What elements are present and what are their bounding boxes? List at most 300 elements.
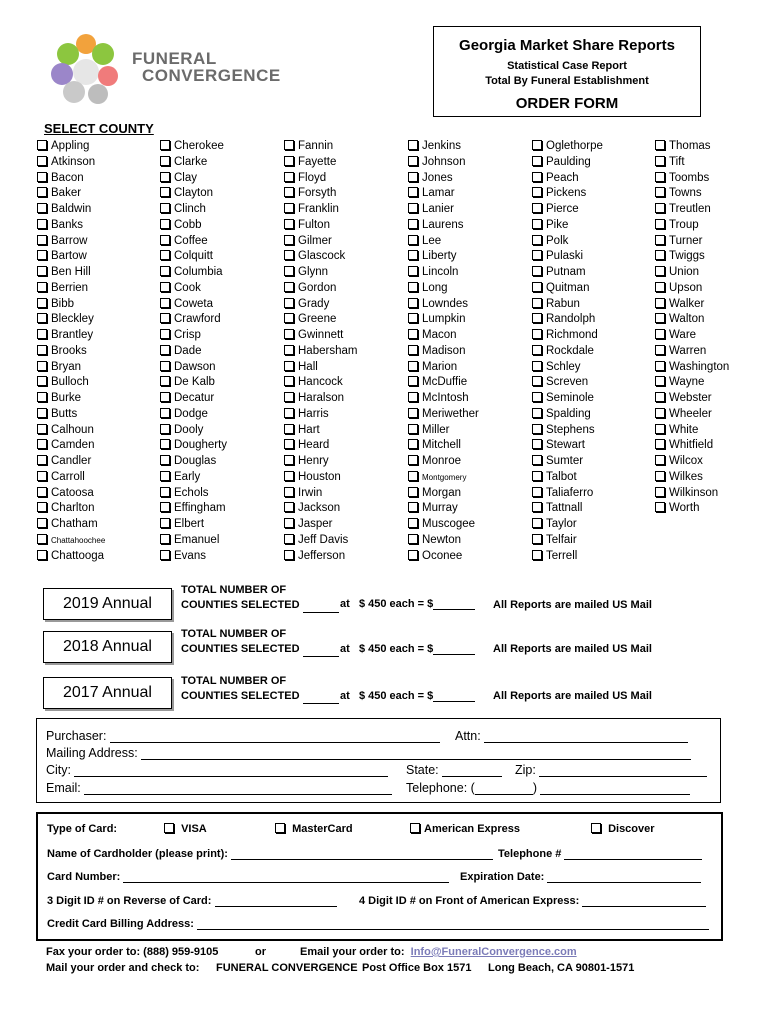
county-checkbox[interactable] [408,376,418,386]
county-checkbox[interactable] [655,424,665,434]
county-item[interactable] [408,218,479,234]
county-item[interactable] [408,139,479,155]
cardholder-field[interactable] [231,847,493,860]
county-checkbox[interactable] [284,235,294,245]
amex-option[interactable] [410,823,520,835]
county-checkbox[interactable] [160,313,170,323]
county-item[interactable] [284,218,357,234]
county-item[interactable] [655,423,729,439]
county-checkbox[interactable] [655,329,665,339]
county-item[interactable] [284,281,357,297]
county-checkbox[interactable] [655,235,665,245]
telephone-field[interactable] [540,782,690,795]
county-item[interactable] [37,454,105,470]
county-checkbox[interactable] [160,455,170,465]
count-blank-2019[interactable] [303,601,339,613]
county-item[interactable] [408,202,479,218]
county-checkbox[interactable] [37,313,47,323]
county-checkbox[interactable] [160,329,170,339]
county-item[interactable] [160,533,227,549]
county-checkbox[interactable] [37,408,47,418]
county-checkbox[interactable] [408,345,418,355]
county-checkbox[interactable] [532,534,542,544]
county-item[interactable] [655,155,729,171]
county-checkbox[interactable] [655,455,665,465]
card-telephone-field[interactable] [564,847,702,860]
digit4-field[interactable] [582,894,706,907]
county-checkbox[interactable] [160,439,170,449]
county-item[interactable] [408,501,479,517]
county-checkbox[interactable] [408,156,418,166]
county-checkbox[interactable] [160,471,170,481]
county-item[interactable] [655,360,729,376]
county-item[interactable] [408,486,479,502]
amount-blank-2018[interactable] [433,643,475,655]
county-item[interactable] [160,375,227,391]
county-checkbox[interactable] [408,140,418,150]
county-checkbox[interactable] [532,455,542,465]
amount-blank-2019[interactable] [433,598,475,610]
county-checkbox[interactable] [532,172,542,182]
county-checkbox[interactable] [284,439,294,449]
county-item[interactable] [655,218,729,234]
county-checkbox[interactable] [655,250,665,260]
county-item[interactable] [532,234,603,250]
county-checkbox[interactable] [37,502,47,512]
county-item[interactable] [284,501,357,517]
county-item[interactable] [655,407,729,423]
county-checkbox[interactable] [408,408,418,418]
county-item[interactable] [284,423,357,439]
county-item[interactable] [408,312,479,328]
county-checkbox[interactable] [408,361,418,371]
county-item[interactable] [160,486,227,502]
county-item[interactable] [160,186,227,202]
county-checkbox[interactable] [160,534,170,544]
county-item[interactable] [532,501,603,517]
county-item[interactable] [532,438,603,454]
county-checkbox[interactable] [160,140,170,150]
county-checkbox[interactable] [532,282,542,292]
county-item[interactable] [532,344,603,360]
county-checkbox[interactable] [655,298,665,308]
amount-blank-2017[interactable] [433,690,475,702]
county-checkbox[interactable] [532,187,542,197]
county-checkbox[interactable] [37,534,47,544]
county-checkbox[interactable] [655,502,665,512]
purchaser-field[interactable] [110,730,440,743]
expiration-field[interactable] [547,870,701,883]
county-checkbox[interactable] [655,408,665,418]
county-checkbox[interactable] [655,313,665,323]
county-item[interactable] [284,454,357,470]
county-item[interactable] [37,328,105,344]
county-item[interactable] [408,249,479,265]
county-item[interactable] [532,312,603,328]
county-checkbox[interactable] [532,471,542,481]
county-item[interactable] [655,202,729,218]
amex-checkbox[interactable] [410,823,420,833]
county-item[interactable] [160,360,227,376]
county-checkbox[interactable] [284,313,294,323]
visa-checkbox[interactable] [164,823,174,833]
county-checkbox[interactable] [284,502,294,512]
county-item[interactable] [37,139,105,155]
email-field[interactable] [84,782,392,795]
county-checkbox[interactable] [284,408,294,418]
county-checkbox[interactable] [655,487,665,497]
billing-field[interactable] [197,917,709,930]
county-checkbox[interactable] [284,487,294,497]
county-checkbox[interactable] [655,266,665,276]
county-item[interactable] [532,281,603,297]
county-item[interactable] [408,533,479,549]
county-checkbox[interactable] [284,329,294,339]
zip-field[interactable] [539,764,707,777]
county-checkbox[interactable] [160,376,170,386]
county-checkbox[interactable] [408,172,418,182]
county-item[interactable] [160,344,227,360]
county-item[interactable] [284,470,357,486]
county-item[interactable] [532,533,603,549]
county-item[interactable] [655,171,729,187]
county-checkbox[interactable] [37,219,47,229]
county-item[interactable] [37,234,105,250]
county-checkbox[interactable] [532,408,542,418]
county-item[interactable] [655,328,729,344]
county-item[interactable] [532,218,603,234]
county-checkbox[interactable] [655,219,665,229]
county-item[interactable] [160,297,227,313]
county-item[interactable] [284,407,357,423]
county-checkbox[interactable] [408,455,418,465]
county-item[interactable] [655,501,729,517]
digit3-field[interactable] [215,894,337,907]
county-checkbox[interactable] [284,298,294,308]
county-item[interactable] [532,360,603,376]
county-item[interactable] [655,249,729,265]
county-item[interactable] [37,375,105,391]
county-item[interactable] [160,202,227,218]
county-checkbox[interactable] [37,487,47,497]
county-item[interactable] [655,438,729,454]
county-checkbox[interactable] [284,187,294,197]
county-checkbox[interactable] [160,392,170,402]
county-item[interactable] [160,501,227,517]
county-checkbox[interactable] [37,156,47,166]
county-item[interactable] [532,202,603,218]
county-item[interactable] [284,438,357,454]
county-checkbox[interactable] [284,203,294,213]
county-checkbox[interactable] [284,392,294,402]
county-checkbox[interactable] [408,329,418,339]
county-checkbox[interactable] [532,487,542,497]
county-item[interactable] [37,344,105,360]
county-checkbox[interactable] [37,376,47,386]
county-item[interactable] [655,344,729,360]
county-item[interactable] [160,438,227,454]
county-checkbox[interactable] [408,518,418,528]
county-item[interactable] [532,391,603,407]
county-item[interactable] [160,234,227,250]
county-item[interactable] [408,438,479,454]
county-checkbox[interactable] [408,250,418,260]
county-checkbox[interactable] [655,471,665,481]
county-checkbox[interactable] [37,235,47,245]
county-item[interactable] [408,234,479,250]
county-checkbox[interactable] [655,376,665,386]
county-item[interactable] [284,265,357,281]
county-checkbox[interactable] [37,250,47,260]
county-item[interactable] [408,549,479,565]
county-item[interactable] [655,375,729,391]
county-item[interactable] [408,265,479,281]
county-checkbox[interactable] [408,471,418,481]
county-checkbox[interactable] [408,266,418,276]
county-checkbox[interactable] [532,502,542,512]
county-checkbox[interactable] [160,235,170,245]
count-blank-2017[interactable] [303,692,339,704]
county-checkbox[interactable] [408,219,418,229]
county-checkbox[interactable] [532,550,542,560]
county-item[interactable] [284,171,357,187]
county-item[interactable] [532,265,603,281]
county-item[interactable] [37,218,105,234]
county-checkbox[interactable] [160,219,170,229]
county-checkbox[interactable] [408,392,418,402]
county-checkbox[interactable] [408,282,418,292]
county-item[interactable] [408,454,479,470]
county-checkbox[interactable] [160,487,170,497]
county-checkbox[interactable] [408,502,418,512]
county-checkbox[interactable] [160,345,170,355]
county-item[interactable] [160,312,227,328]
county-checkbox[interactable] [284,156,294,166]
county-item[interactable] [284,344,357,360]
county-item[interactable] [284,297,357,313]
county-item[interactable] [655,391,729,407]
county-checkbox[interactable] [160,203,170,213]
county-checkbox[interactable] [160,424,170,434]
county-checkbox[interactable] [37,329,47,339]
county-checkbox[interactable] [160,250,170,260]
county-checkbox[interactable] [160,187,170,197]
mastercard-checkbox[interactable] [275,823,285,833]
county-item[interactable] [37,265,105,281]
county-checkbox[interactable] [532,250,542,260]
county-item[interactable] [37,202,105,218]
county-item[interactable] [284,155,357,171]
county-item[interactable] [37,438,105,454]
county-item[interactable] [160,281,227,297]
county-checkbox[interactable] [532,266,542,276]
county-checkbox[interactable] [160,502,170,512]
county-checkbox[interactable] [532,235,542,245]
county-item[interactable] [408,344,479,360]
county-item[interactable] [655,234,729,250]
county-checkbox[interactable] [284,361,294,371]
email-link[interactable]: Info@FuneralConvergence.com [410,946,577,958]
county-item[interactable] [160,155,227,171]
county-checkbox[interactable] [408,203,418,213]
county-item[interactable] [408,423,479,439]
county-item[interactable] [532,171,603,187]
county-item[interactable] [160,407,227,423]
county-item[interactable] [160,517,227,533]
county-item[interactable] [284,328,357,344]
county-checkbox[interactable] [160,361,170,371]
county-checkbox[interactable] [37,266,47,276]
county-checkbox[interactable] [655,156,665,166]
county-item[interactable] [655,454,729,470]
county-item[interactable] [284,249,357,265]
county-checkbox[interactable] [160,518,170,528]
county-checkbox[interactable] [655,187,665,197]
county-checkbox[interactable] [37,187,47,197]
county-item[interactable] [532,249,603,265]
county-item[interactable] [37,171,105,187]
county-checkbox[interactable] [37,203,47,213]
county-checkbox[interactable] [37,424,47,434]
county-item[interactable] [408,407,479,423]
county-checkbox[interactable] [655,392,665,402]
county-item[interactable] [37,407,105,423]
county-item[interactable] [160,265,227,281]
county-checkbox[interactable] [284,550,294,560]
county-item[interactable] [37,155,105,171]
county-checkbox[interactable] [532,439,542,449]
mastercard-option[interactable] [275,823,353,835]
county-item[interactable] [37,470,105,486]
county-item[interactable] [284,234,357,250]
county-checkbox[interactable] [532,376,542,386]
county-item[interactable] [408,470,479,486]
county-item[interactable] [532,549,603,565]
county-item[interactable] [655,297,729,313]
county-checkbox[interactable] [655,282,665,292]
county-checkbox[interactable] [532,298,542,308]
county-item[interactable] [160,171,227,187]
county-item[interactable] [37,533,105,549]
county-item[interactable] [284,312,357,328]
county-checkbox[interactable] [408,424,418,434]
county-checkbox[interactable] [655,439,665,449]
county-item[interactable] [284,486,357,502]
count-blank-2018[interactable] [303,645,339,657]
county-item[interactable] [37,391,105,407]
county-item[interactable] [532,375,603,391]
county-item[interactable] [532,454,603,470]
county-item[interactable] [284,202,357,218]
county-checkbox[interactable] [408,439,418,449]
mailing-field[interactable] [141,747,691,760]
county-item[interactable] [532,517,603,533]
county-checkbox[interactable] [37,140,47,150]
county-checkbox[interactable] [655,203,665,213]
county-item[interactable] [37,297,105,313]
county-checkbox[interactable] [160,550,170,560]
county-item[interactable] [160,249,227,265]
county-checkbox[interactable] [284,282,294,292]
county-item[interactable] [160,423,227,439]
county-item[interactable] [655,186,729,202]
visa-option[interactable] [164,823,207,835]
card-number-field[interactable] [123,870,449,883]
county-checkbox[interactable] [655,172,665,182]
county-item[interactable] [655,312,729,328]
county-item[interactable] [160,218,227,234]
county-checkbox[interactable] [284,250,294,260]
county-checkbox[interactable] [655,345,665,355]
county-item[interactable] [284,360,357,376]
county-item[interactable] [160,328,227,344]
county-checkbox[interactable] [408,187,418,197]
county-checkbox[interactable] [284,471,294,481]
county-item[interactable] [160,391,227,407]
county-checkbox[interactable] [655,140,665,150]
county-item[interactable] [37,486,105,502]
county-checkbox[interactable] [532,313,542,323]
county-checkbox[interactable] [408,235,418,245]
county-checkbox[interactable] [532,219,542,229]
county-item[interactable] [284,375,357,391]
county-item[interactable] [408,297,479,313]
county-item[interactable] [532,486,603,502]
county-item[interactable] [284,517,357,533]
county-item[interactable] [160,454,227,470]
county-item[interactable] [532,423,603,439]
county-item[interactable] [408,155,479,171]
county-item[interactable] [37,249,105,265]
county-checkbox[interactable] [284,518,294,528]
county-checkbox[interactable] [160,282,170,292]
county-item[interactable] [160,470,227,486]
county-item[interactable] [532,186,603,202]
county-item[interactable] [532,328,603,344]
county-item[interactable] [37,423,105,439]
county-item[interactable] [284,391,357,407]
county-checkbox[interactable] [37,455,47,465]
state-field[interactable] [442,764,502,777]
county-checkbox[interactable] [532,424,542,434]
county-item[interactable] [37,312,105,328]
county-checkbox[interactable] [532,156,542,166]
county-item[interactable] [37,360,105,376]
county-item[interactable] [408,186,479,202]
county-item[interactable] [408,281,479,297]
county-item[interactable] [37,549,105,565]
county-checkbox[interactable] [37,298,47,308]
county-item[interactable] [655,281,729,297]
county-item[interactable] [160,139,227,155]
county-checkbox[interactable] [532,140,542,150]
county-checkbox[interactable] [160,266,170,276]
county-checkbox[interactable] [37,392,47,402]
discover-checkbox[interactable] [591,823,601,833]
county-checkbox[interactable] [160,298,170,308]
county-item[interactable] [655,486,729,502]
county-item[interactable] [284,186,357,202]
county-checkbox[interactable] [284,266,294,276]
county-item[interactable] [284,533,357,549]
county-item[interactable] [532,407,603,423]
attn-field[interactable] [484,730,688,743]
county-item[interactable] [408,391,479,407]
county-checkbox[interactable] [408,313,418,323]
area-code-field[interactable] [475,782,533,795]
county-item[interactable] [532,470,603,486]
county-checkbox[interactable] [284,455,294,465]
